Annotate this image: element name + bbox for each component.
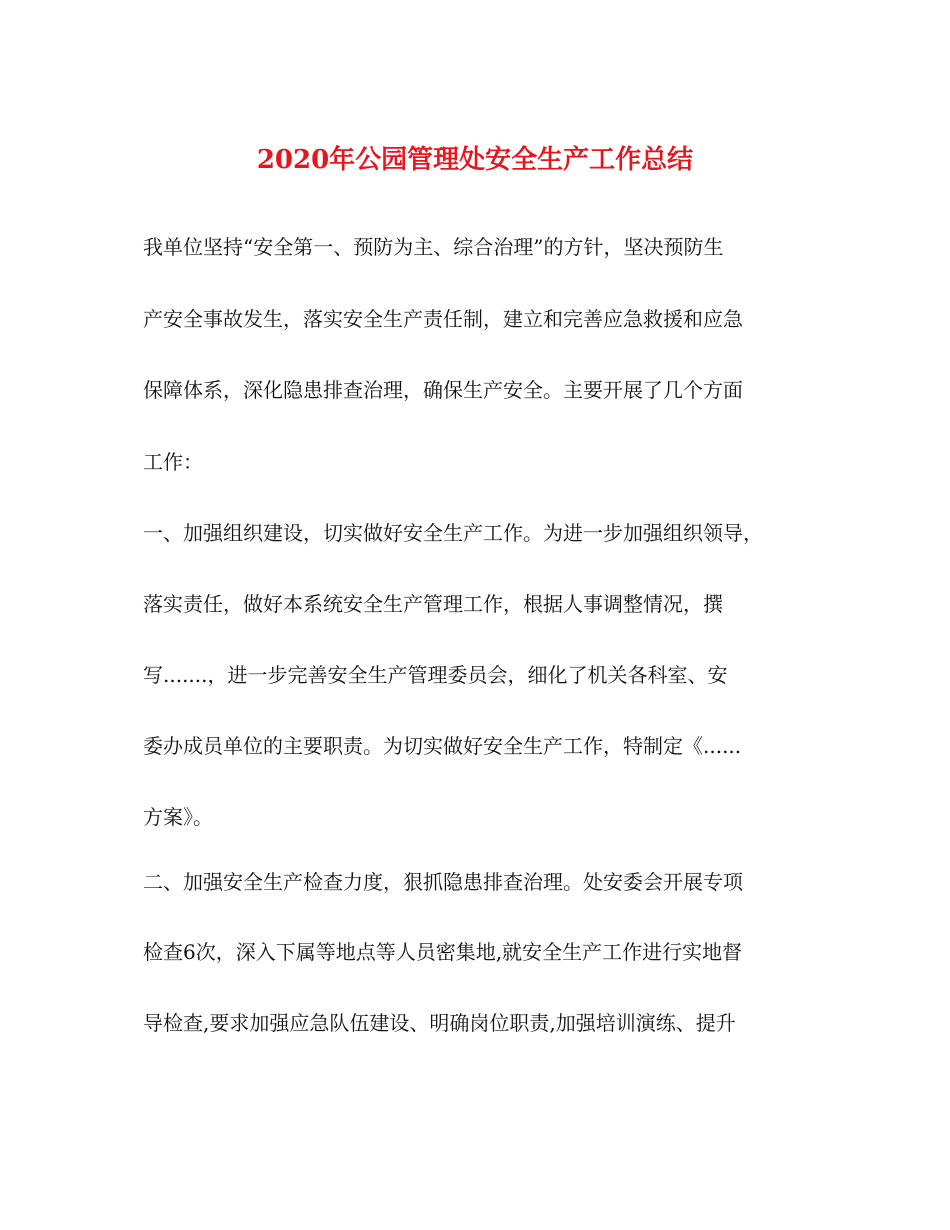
body-line: 委办成员单位的主要职责。为切实做好安全生产工作，特制定《...... [143,734,742,758]
body-line: 方案》。 [143,805,213,829]
body-line: 落实责任，做好本系统安全生产管理工作，根据人事调整情况，撰 [143,592,723,616]
body-line: 保障体系，深化隐患排查治理，确保生产安全。主要开展了几个方面 [143,378,743,402]
section-heading-line: 二、加强安全生产检查力度，狠抓隐患排查治理。处安委会开展专项 [143,870,743,894]
body-line: 写.......，进一步完善安全生产管理委员会，细化了机关各科室、安 [143,663,728,687]
body-line: 检查6次，深入下属等地点等人员密集地,就安全生产工作进行实地督 [143,940,743,964]
body-line: 工作： [143,450,203,474]
body-line: 产安全事故发生，落实安全生产责任制，建立和完善应急救援和应急 [143,307,743,331]
body-line: 导检查,要求加强应急队伍建设、明确岗位职责,加强培训演练、提升 [143,1011,736,1035]
section-heading-line: 一、加强组织建设，切实做好安全生产工作。为进一步加强组织领导， [143,521,763,545]
body-line: 我单位坚持“安全第一、预防为主、综合治理”的方针，坚决预防生 [143,235,724,259]
document-title: 2020年公园管理处安全生产工作总结 [256,145,694,175]
